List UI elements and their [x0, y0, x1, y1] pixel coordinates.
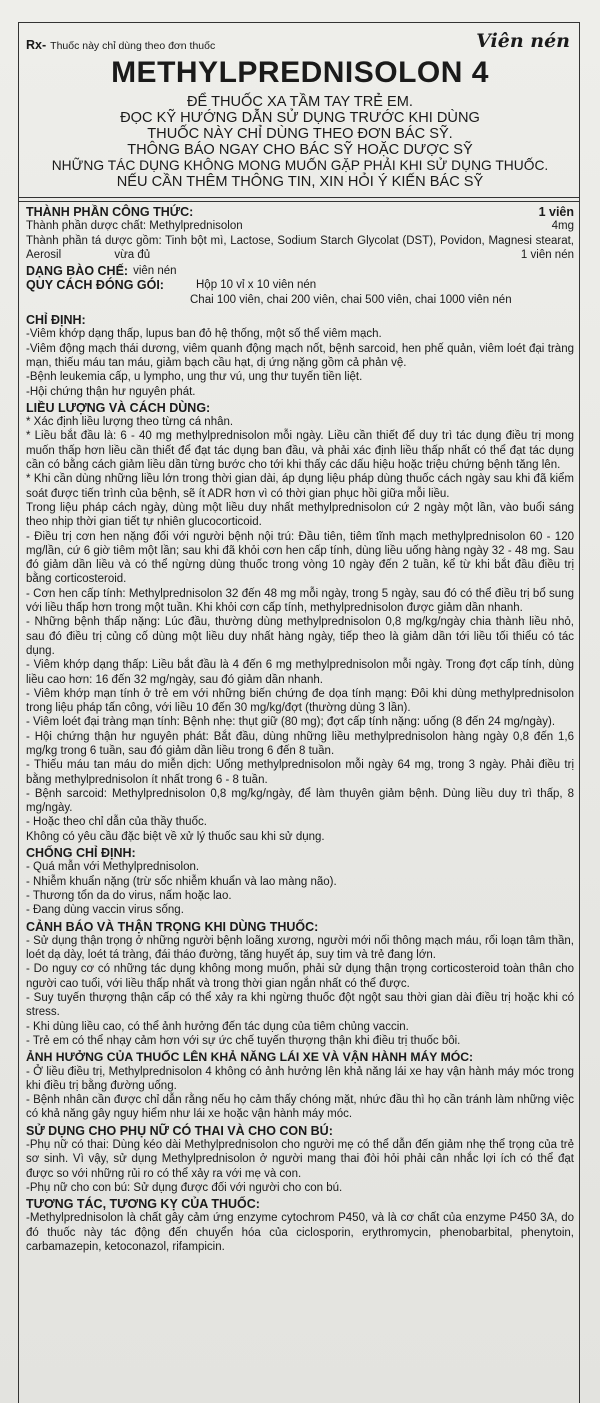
dosage-item: - Hoặc theo chỉ dẫn của thầy thuốc.: [26, 816, 207, 829]
dosage-item: - Hội chứng thận hư nguyên phát: Bắt đầu, dùng những liều methylprednisolon hàng ngày 0,8 đến 1,6 mg/kg trong 6 tuần, sau đó giảm dần liều trong 6 đến 8 tuần.: [26, 730, 574, 757]
packaging-line: Hộp 10 vỉ x 10 viên nén: [196, 279, 317, 292]
indication-item: -Viêm khớp dạng thấp, lupus ban đỏ hệ thống, một số thể viêm mạch.: [26, 328, 382, 341]
dosage-item: - Cơn hen cấp tính: Methylprednisolon 32 đến 48 mg mỗi ngày, trong 5 ngày, sau đó có thể điều trị bổ sung với liều thấp hơn trong một tuần. Khi khỏi cơn cấp tính, methylprednisolon được giảm dần nhanh.: [26, 587, 574, 615]
driving-heading: ẢNH HƯỞNG CỦA THUỐC LÊN KHẢ NĂNG LÁI XE VÀ VẬN HÀNH MÁY MÓC:: [26, 1050, 474, 1065]
dosage-item: - Những bệnh thấp nặng: Lúc đầu, thường dùng methylprednisolon 0,8 mg/kg/ngày chia thành liều nhỏ, sau đó điều trị củng cố dùng một liều duy nhất hàng ngày, tiếp theo là giảm dần tới liều tối thiểu có tác dụng.: [26, 616, 574, 657]
contraindication-item: - Quá mẫn với Methylprednisolon.: [26, 861, 200, 874]
packaging-row: [26, 278, 574, 307]
indication-item: -Viêm động mạch thái dương, viêm quanh động mạch nốt, bệnh sarcoid, hen phế quản, viêm loét đại tràng mạn, thiếu máu tan máu, giảm bạch cầu hạt, dị ứng nặng gồm cả phản vệ.: [26, 342, 574, 369]
packaging-heading: QUY CÁCH ĐÓNG GÓI:: [26, 278, 164, 293]
dosage-item: * Liều bắt đầu là: 6 - 40 mg methylprednisolon mỗi ngày. Liều cần thiết để duy trì tác dụng điều trị mong muốn thấp hơn liều cần thiết để đạt tác dụng ban đầu, và phải xác định liều thấp nhất có thể đạt tác dụng cần có bằng cách giảm liều dần từng bước cho tới khi thấy các dấu hiệu hoặc triệu chứng bệnh tăng lên.: [26, 430, 574, 472]
driving-list: [26, 1065, 574, 1122]
dosage-form-value: viên nén: [133, 265, 177, 278]
excipients-amount: 1 viên nén: [520, 248, 574, 261]
excipients: [26, 234, 574, 263]
dosage-item: * Khi cần dùng những liều lớn trong thời gian dài, áp dụng liệu pháp dùng thuốc cách ngày sau khi đã kiểm soát được tiến trình của bệnh, sẽ ít ADR hơn vì có thời gian phục hồi giữa mỗi liều.: [26, 473, 574, 500]
warning-line: NHỮNG TÁC DỤNG KHÔNG MONG MUỐN GẶP PHẢI KHI SỬ DỤNG THUỐC.: [51, 158, 549, 173]
rx-note: [26, 38, 215, 52]
active-ingredient: Thành phần dược chất: Methylprednisolon: [26, 220, 243, 233]
dosage-item: * Xác định liều lượng theo từng cá nhân.: [26, 416, 234, 429]
dosage-form-label: Viên nén: [476, 30, 570, 52]
driving-item: - Ở liều điều trị, Methylprednisolon 4 không có ảnh hưởng lên khả năng lái xe hay vận hành máy móc trong khi điều trị bằng đường uống.: [26, 1065, 574, 1092]
contraindications-heading: CHỐNG CHỈ ĐỊNH:: [26, 846, 136, 861]
warning-line: THÔNG BÁO NGAY CHO BÁC SỸ HOẶC DƯỢC SỸ: [127, 142, 473, 158]
indications-list: [26, 327, 574, 398]
pregnancy-heading: SỬ DỤNG CHO PHỤ NỮ CÓ THAI VÀ CHO CON BÚ:: [26, 1123, 333, 1138]
interactions-list: [26, 1211, 574, 1254]
warning-line: NẾU CẦN THÊM THÔNG TIN, XIN HỎI Ý KIẾN BÁC SỸ: [116, 174, 484, 190]
active-amount: 4mg: [551, 220, 574, 233]
dosage-item: - Thiếu máu tan máu do miễn dịch: Uống methylprednisolon mỗi ngày 64 mg, trong 3 ngày. Phải điều trị bằng methylprednisolon ít nhất trong 6 - 8 tuần.: [26, 759, 574, 786]
composition-heading-row: [26, 205, 574, 219]
dosage-item: - Viêm khớp mạn tính ở trẻ em với những biến chứng đe dọa tính mạng: Đôi khi dùng methylprednisolon trong liệu pháp tấn công, với liều 10 đến 30 mg/kg/đợt (thường dùng 3 lần).: [26, 687, 574, 715]
excipients-text: Thành phần tá dược gồm: Tinh bột mì, Lactose, Sodium Starch Glycolat (DST), Povidon, Magnesi stearat, Aerosil: [26, 234, 574, 261]
dosage-item: - Bệnh sarcoid: Methylprednisolon 0,8 mg/kg/ngày, để làm thuyên giảm bệnh. Dùng liều duy trì thấp, 8 mg/ngày.: [26, 787, 574, 815]
contraindication-item: - Thương tổn da do virus, nấm hoặc lao.: [26, 889, 232, 902]
warning-item: - Khi dùng liều cao, có thể ảnh hưởng đến tác dụng của tiêm chủng vaccin.: [26, 1020, 409, 1033]
active-ingredient-row: [26, 219, 574, 233]
dosage-list: [26, 415, 574, 844]
composition-heading: THÀNH PHẦN CÔNG THỨC:: [26, 205, 194, 219]
driving-item: - Bệnh nhân cần được chỉ dẫn rằng nếu họ cảm thấy chóng mặt, nhức đầu thì họ cần tránh làm những việc có khả năng gây nguy hiểm như lái xe hoặc vận hành máy móc.: [26, 1094, 574, 1121]
interactions-heading: TƯƠNG TÁC, TƯƠNG KỴ CỦA THUỐC:: [26, 1197, 260, 1212]
warnings-heading: CẢNH BÁO VÀ THẬN TRỌNG KHI DÙNG THUỐC:: [26, 919, 319, 934]
pregnancy-item: -Phụ nữ cho con bú: Sử dụng được đối với người cho con bú.: [26, 1181, 343, 1194]
warning-item: - Do nguy cơ có những tác dụng không mong muốn, phải sử dụng thận trọng corticosteroid toàn thân cho người cao tuổi, với liều thấp nhất và trong thời gian ngắn nhất có thể được.: [26, 963, 574, 990]
rx-symbol: Rx-: [26, 38, 47, 52]
warning-line: ĐỌC KỸ HƯỚNG DẪN SỬ DỤNG TRƯỚC KHI DÙNG: [120, 110, 480, 126]
pregnancy-list: [26, 1138, 574, 1195]
warnings-list: [26, 934, 574, 1048]
warning-line: THUỐC NÀY CHỈ DÙNG THEO ĐƠN BÁC SỸ.: [147, 126, 453, 142]
dosage-form-row: [26, 264, 574, 278]
interaction-item: -Methylprednisolon là chất gây cảm ứng enzyme cytochrom P450, và là cơ chất của enzyme P450 3A, do đó thuốc này tác động đến chuyển hóa của ciclosporin, erythromycin, phenobarbital, phenytoin, carbamazepin, ketoconazol, rifampicin.: [26, 1212, 574, 1254]
packaging-line: Chai 100 viên, chai 200 viên, chai 500 viên, chai 1000 viên nén: [190, 293, 512, 306]
warning-block: [30, 94, 570, 190]
indication-item: -Bệnh leukemia cấp, u lympho, ung thư vú, ung thư tuyến tiền liệt.: [26, 371, 363, 384]
dosage-item: - Viêm loét đại tràng mạn tính: Bệnh nhẹ: thụt giữ (80 mg); đợt cấp tính nặng: uống (8 đến 24 mg/ngày).: [26, 716, 556, 729]
pregnancy-item: -Phụ nữ có thai: Dùng kéo dài Methylprednisolon cho người mẹ có thể dẫn đến giảm nhẹ thể trọng của trẻ sơ sinh. Vì vậy, sử dụng Methylprednisolon ở người mang thai đòi hỏi phải cân nhắc lợi ích có thể đạt được so với những rủi ro có thể xảy ra với mẹ và con.: [26, 1139, 574, 1180]
leaflet-body: [26, 203, 574, 1254]
packaging-values: [190, 278, 574, 307]
warning-line: ĐỂ THUỐC XA TẦM TAY TRẺ EM.: [187, 94, 413, 110]
dosage-item: Không có yêu cầu đặc biệt về xử lý thuốc sau khi sử dụng.: [26, 830, 325, 843]
dosage-heading: LIỀU LƯỢNG VÀ CÁCH DÙNG:: [26, 400, 211, 415]
indication-item: -Hội chứng thận hư nguyên phát.: [26, 385, 196, 398]
rx-note-text: Thuốc này chỉ dùng theo đơn thuốc: [50, 40, 216, 52]
dosage-item: - Điều trị cơn hen nặng đối với người bệnh nội trú: Đầu tiên, tiêm tĩnh mạch methylprednisolon 60 - 120 mg/lần, cứ 6 giờ tiêm một lần; sau khi đã khỏi cơn hen cấp tính, dùng liều uống hàng ngày 32 - 48 mg. Sau đó giảm dần liều và có thể ngừng dùng thuốc trong vòng 10 ngày đến 2 tuần, kể từ khi bắt đầu điều trị bằng corticosteroid.: [26, 530, 574, 586]
dosage-item: Trong liệu pháp cách ngày, dùng một liều duy nhất methylprednisolon cứ 2 ngày một lần, vào buổi sáng theo nhịp thời gian tiết tự nhiên glucocorticoid.: [26, 501, 574, 529]
warning-item: - Sử dụng thận trọng ở những người bệnh loãng xương, người mới nối thông mạch máu, rối loạn tâm thần, loét dạ dày, loét tá tràng, đái tháo đường, tăng huyết áp, suy tim và trẻ đang lớn.: [26, 934, 574, 962]
excipients-tail: vừa đủ: [114, 248, 151, 261]
dosage-item: - Viêm khớp dạng thấp: Liều bắt đầu là 4 đến 6 mg methylprednisolon mỗi ngày. Trong đợt cấp tính, dùng liều cao hơn: 16 đến 32 mg/ngày, sau đó giảm dần nhanh.: [26, 659, 574, 686]
contraindication-item: - Nhiễm khuẩn nặng (trừ sốc nhiễm khuẩn và lao màng não).: [26, 875, 337, 888]
contraindication-item: - Đang dùng vaccin virus sống.: [26, 904, 184, 917]
warning-item: - Suy tuyến thượng thận cấp có thể xảy ra khi ngừng thuốc đột ngột sau thời gian dài điều trị hoặc khi có stress.: [26, 992, 574, 1019]
composition-per: 1 viên: [538, 205, 574, 219]
product-title: METHYLPREDNISOLON 4: [111, 56, 489, 89]
warning-item: - Trẻ em có thể nhạy cảm hơn với sự ức chế tuyến thượng thận khi điều trị thuốc bôi.: [26, 1034, 461, 1047]
contraindications-list: [26, 860, 574, 917]
dosage-form-heading: DẠNG BÀO CHẾ:: [26, 264, 129, 279]
indications-heading: CHỈ ĐỊNH:: [26, 313, 86, 328]
